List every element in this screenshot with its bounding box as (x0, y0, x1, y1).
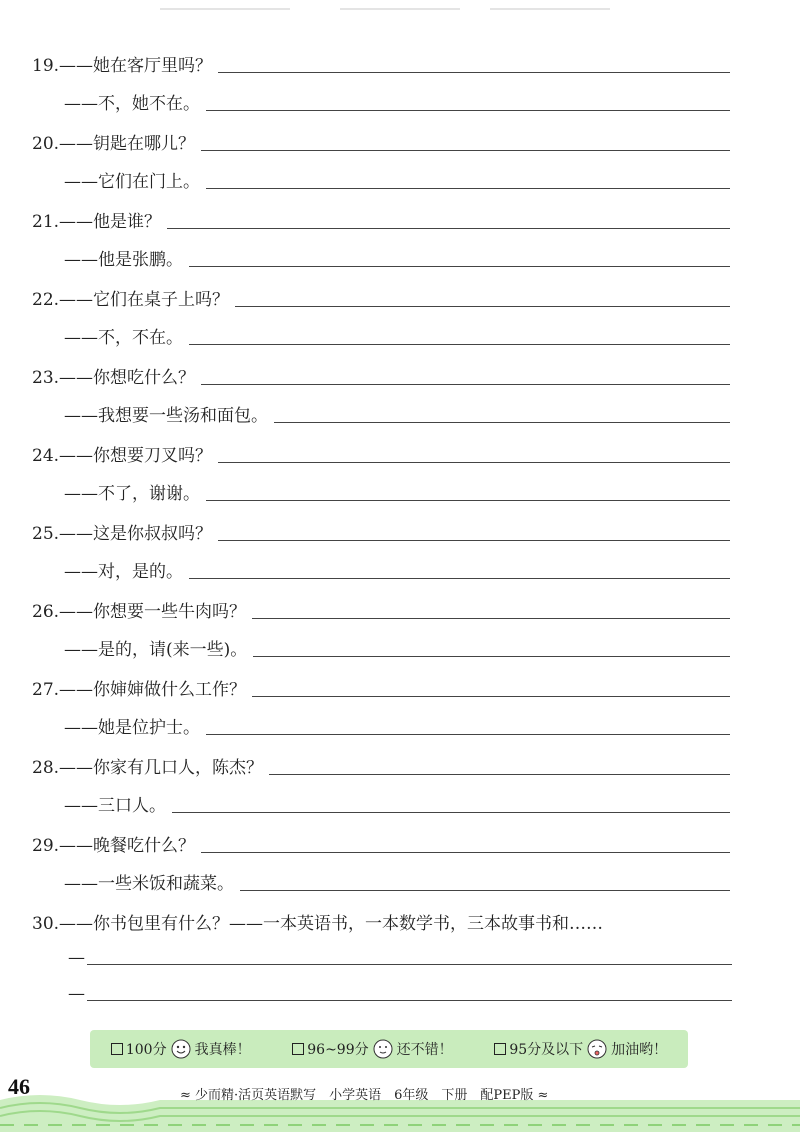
score-item-96 (292, 1038, 452, 1060)
answer-blank[interactable] (87, 964, 732, 965)
score-label: 95分及以下 (509, 1042, 584, 1058)
answer-blank[interactable] (87, 1000, 732, 1001)
answer-blank[interactable] (218, 540, 730, 541)
answer-line (64, 404, 730, 426)
answer-text: ——是的，请(来一些)。 (64, 640, 248, 660)
answer-line (64, 560, 730, 582)
checkbox[interactable] (494, 1043, 506, 1055)
answer-text: ——我想要一些汤和面包。 (64, 406, 268, 426)
question-text: ——你书包里有什么？——一本英语书，一本数学书，三本故事书和…… (59, 914, 604, 934)
answer-blank[interactable] (206, 500, 730, 501)
answer-line (64, 716, 730, 738)
question-line (32, 522, 730, 544)
answer-line (64, 170, 730, 192)
score-label: 100分 (125, 1042, 167, 1058)
score-comment: 还不错！ (396, 1042, 453, 1058)
happy-face-icon (170, 1038, 192, 1060)
answer-line (64, 794, 730, 816)
answer-blank[interactable] (167, 228, 730, 229)
answer-line (64, 248, 730, 270)
question-text: ——你婶婶做什么工作？ (59, 680, 247, 700)
answer-text: ——不，不在。 (64, 328, 183, 348)
question-text: ——你想要刀叉吗？ (59, 446, 213, 466)
question-text: ——她在客厅里吗？ (59, 56, 213, 76)
answer-dash: — (68, 948, 85, 968)
header-decoration (160, 8, 290, 10)
question-line (32, 834, 730, 856)
page-number: 46 (8, 1074, 30, 1099)
answer-line (64, 326, 730, 348)
answer-blank[interactable] (235, 306, 730, 307)
answer-line[interactable] (68, 982, 732, 1004)
score-comment: 加油哟！ (611, 1042, 668, 1058)
question-number: 21. (32, 212, 60, 232)
question-line (32, 132, 730, 154)
answer-text: ——他是张鹏。 (64, 250, 183, 270)
answer-blank[interactable] (189, 578, 730, 579)
answer-blank[interactable] (206, 110, 730, 111)
question-text: ——你想吃什么？ (59, 368, 196, 388)
footer-title: ≈ 少而精·活页英语默写 小学英语 6年级 下册 配PEP版 ≈ (180, 1088, 549, 1103)
answer-blank[interactable] (206, 734, 730, 735)
answer-blank[interactable] (274, 422, 730, 423)
answer-blank[interactable] (252, 618, 730, 619)
answer-text: ——不了，谢谢。 (64, 484, 200, 504)
answer-blank[interactable] (218, 462, 730, 463)
smile-face-icon (372, 1038, 394, 1060)
question-text: ——钥匙在哪儿？ (59, 134, 196, 154)
question-number: 22. (32, 290, 60, 310)
header-decoration (490, 8, 610, 10)
answer-blank[interactable] (172, 812, 730, 813)
question-line (32, 210, 730, 232)
answer-blank[interactable] (206, 188, 730, 189)
answer-text: ——它们在门上。 (64, 172, 200, 192)
checkbox[interactable] (111, 1043, 123, 1055)
question-line (32, 756, 730, 778)
answer-blank[interactable] (253, 656, 730, 657)
score-box (90, 1030, 688, 1068)
question-text: ——晚餐吃什么？ (59, 836, 196, 856)
answer-blank[interactable] (269, 774, 730, 775)
question-number: 29. (32, 836, 60, 856)
answer-line (64, 482, 730, 504)
question-line (32, 288, 730, 310)
answer-line (64, 92, 730, 114)
answer-dash: — (68, 984, 85, 1004)
question-line (32, 54, 730, 76)
question-30 (32, 912, 732, 934)
question-number: 20. (32, 134, 60, 154)
answer-text: ——三口人。 (64, 796, 166, 816)
cheer-face-icon (586, 1038, 608, 1060)
answer-blank[interactable] (218, 72, 730, 73)
question-number: 23. (32, 368, 60, 388)
question-line (32, 678, 730, 700)
answer-blank[interactable] (201, 852, 730, 853)
question-text: ——他是谁？ (59, 212, 162, 232)
checkbox[interactable] (292, 1043, 304, 1055)
score-item-95 (494, 1038, 667, 1060)
answer-blank[interactable] (252, 696, 730, 697)
answer-line (64, 638, 730, 660)
answer-blank[interactable] (189, 344, 730, 345)
answer-blank[interactable] (201, 384, 730, 385)
header-decoration (340, 8, 460, 10)
question-number: 27. (32, 680, 60, 700)
answer-line[interactable] (68, 946, 732, 968)
answer-line (64, 872, 730, 894)
question-line (32, 600, 730, 622)
question-line (32, 366, 730, 388)
answer-text: ——她是位护士。 (64, 718, 200, 738)
question-number: 28. (32, 758, 60, 778)
answer-blank[interactable] (240, 890, 730, 891)
answer-text: ——不，她不在。 (64, 94, 200, 114)
question-number: 30. (32, 914, 60, 934)
score-comment: 我真棒！ (194, 1042, 251, 1058)
question-number: 24. (32, 446, 60, 466)
score-label: 96~99分 (307, 1042, 369, 1058)
question-text: ——你家有几口人，陈杰？ (59, 758, 264, 778)
question-text: ——你想要一些牛肉吗？ (59, 602, 247, 622)
answer-blank[interactable] (201, 150, 730, 151)
answer-text: ——对，是的。 (64, 562, 183, 582)
question-text: ——它们在桌子上吗？ (59, 290, 230, 310)
question-line (32, 444, 730, 466)
question-number: 26. (32, 602, 60, 622)
question-number: 19. (32, 56, 60, 76)
answer-text: ——一些米饭和蔬菜。 (64, 874, 234, 894)
answer-blank[interactable] (189, 266, 730, 267)
question-number: 25. (32, 524, 60, 544)
question-text: ——这是你叔叔吗？ (59, 524, 213, 544)
score-item-100 (111, 1038, 251, 1060)
